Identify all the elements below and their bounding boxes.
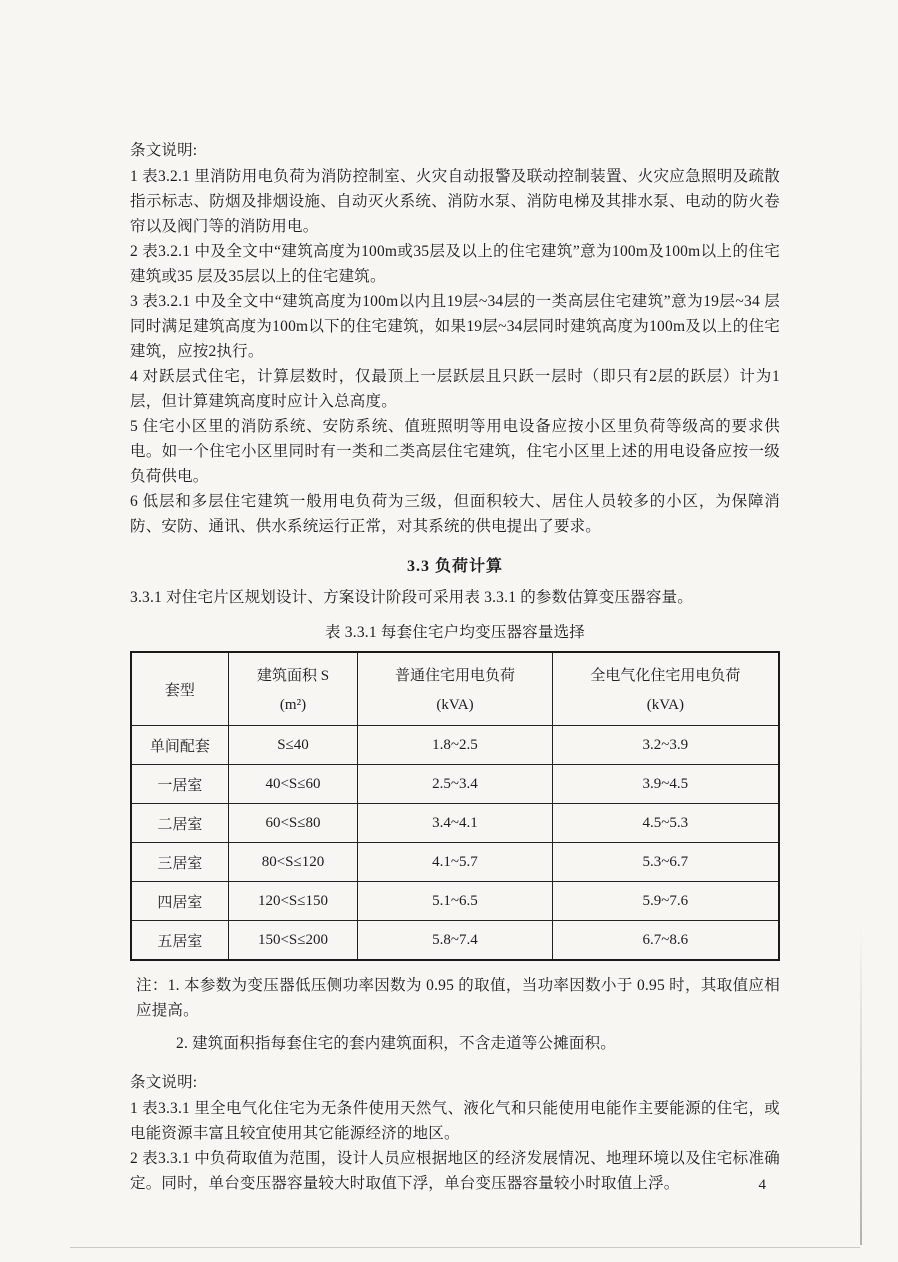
cell-normal-load: 2.5~3.4 — [358, 765, 552, 804]
header-normal-label: 普通住宅用电负荷 — [394, 668, 515, 684]
cell-normal-load: 5.1~6.5 — [358, 882, 552, 921]
cell-area: 60<S≤80 — [228, 804, 358, 843]
cell-area: 150<S≤200 — [228, 921, 358, 961]
notes-top-heading: 条文说明: — [130, 142, 198, 159]
table-head — [131, 652, 779, 726]
transformer-capacity-table — [130, 651, 780, 961]
table-row — [131, 882, 779, 921]
notes-bottom-item-2: 2 表3.3.1 中负荷取值为范围，设计人员应根据地区的经济发展情况、地理环境以及住宅标准确定。同时，单台变压器容量较大时取值下浮，单台变压器容量较小时取值上浮。 — [130, 1150, 780, 1192]
notes-top-item-2: 2 表3.2.1 中及全文中“建筑高度为100m或35层及以上的住宅建筑”意为100m及100m以上的住宅建筑或35 层及35层以上的住宅建筑。 — [130, 243, 780, 285]
table-header-all-electric-load — [552, 652, 779, 726]
header-type-label: 套型 — [164, 682, 195, 699]
table-row — [131, 765, 779, 804]
notes-top-item-5: 5 住宅小区里的消防系统、安防系统、值班照明等用电设备应按小区里负荷等级高的要求供电。如一个住宅小区里同时有一类和二类高层住宅建筑，住宅小区里上述的用电设备应按一级负荷供电。 — [130, 418, 780, 485]
cell-area: 120<S≤150 — [228, 882, 358, 921]
cell-normal-load: 4.1~5.7 — [358, 843, 552, 882]
table-row — [131, 804, 779, 843]
table-note-2: 2. 建筑面积指每套住宅的套内建筑面积，不含走道等公摊面积。 — [176, 1035, 617, 1052]
table-caption: 表 3.3.1 每套住宅户均变压器容量选择 — [325, 624, 585, 641]
table-row — [131, 921, 779, 961]
cell-type: 五居室 — [131, 921, 228, 961]
cell-type: 二居室 — [131, 804, 228, 843]
cell-all-electric-load: 3.2~3.9 — [552, 726, 779, 765]
table-row — [131, 843, 779, 882]
cell-all-electric-load: 4.5~5.3 — [552, 804, 779, 843]
header-electric-label: 全电气化住宅用电负荷 — [590, 668, 741, 684]
notes-top-item-6: 6 低层和多层住宅建筑一般用电负荷为三级，但面积较大、居住人员较多的小区，为保障消防、安防、通讯、供水系统运行正常，对其系统的供电提出了要求。 — [130, 493, 780, 535]
table-body — [131, 726, 779, 961]
notes-top-item-1: 1 表3.2.1 里消防用电负荷为消防控制室、火灾自动报警及联动控制装置、火灾应急照明及疏散指示标志、防烟及排烟设施、自动灭火系统、消防水泵、消防电梯及其排水泵、电动的防火卷帘以及阀门等的消防用电。 — [130, 168, 780, 235]
table-header-normal-load — [358, 652, 552, 726]
notes-top-item-3: 3 表3.2.1 中及全文中“建筑高度为100m以内且19层~34层的一类高层住宅建筑”意为19层~34 层同时满足建筑高度为100m以下的住宅建筑，如果19层~34层同时建筑高度为100m及以上的住宅建筑，应按2执行。 — [130, 293, 780, 360]
cell-area: 80<S≤120 — [228, 843, 358, 882]
page-number: 4 — [758, 1177, 766, 1193]
cell-type: 单间配套 — [131, 726, 228, 765]
header-area-label: 建筑面积 S — [256, 668, 330, 684]
cell-type: 一居室 — [131, 765, 228, 804]
notes-top-item-4: 4 对跃层式住宅，计算层数时，仅最顶上一层跃层且只跃一层时（即只有2层的跃层）计为1 层，但计算建筑高度时应计入总高度。 — [130, 368, 780, 410]
cell-all-electric-load: 5.9~7.6 — [552, 882, 779, 921]
cell-normal-load: 1.8~2.5 — [358, 726, 552, 765]
header-area-unit: (m²) — [279, 697, 307, 713]
cell-area: 40<S≤60 — [228, 765, 358, 804]
header-normal-unit: (kVA) — [436, 697, 474, 713]
scan-artifact-bottom-edge — [70, 1247, 860, 1248]
cell-all-electric-load: 6.7~8.6 — [552, 921, 779, 961]
cell-area: S≤40 — [228, 726, 358, 765]
cell-type: 四居室 — [131, 882, 228, 921]
cell-all-electric-load: 5.3~6.7 — [552, 843, 779, 882]
table-header-type — [131, 652, 228, 726]
cell-type: 三居室 — [131, 843, 228, 882]
header-electric-unit: (kVA) — [646, 697, 684, 713]
clause-3-3-1: 3.3.1 对住宅片区规划设计、方案设计阶段可采用表 3.3.1 的参数估算变压器容量。 — [130, 589, 693, 606]
table-header-area — [228, 652, 358, 726]
notes-bottom-item-1: 1 表3.3.1 里全电气化住宅为无条件使用天然气、液化气和只能使用电能作主要能源的住宅，或电能资源丰富且较宜使用其它能源经济的地区。 — [130, 1100, 780, 1142]
table-header-row — [131, 652, 779, 726]
section-title: 3.3 负荷计算 — [406, 558, 503, 575]
table-row — [131, 726, 779, 765]
scan-artifact-right-edge — [860, 925, 862, 1245]
notes-bottom-heading: 条文说明: — [130, 1074, 198, 1091]
cell-normal-load: 3.4~4.1 — [358, 804, 552, 843]
cell-all-electric-load: 3.9~4.5 — [552, 765, 779, 804]
document-content — [130, 138, 780, 1196]
table-note-1: 注：1. 本参数为变压器低压侧功率因数为 0.95 的取值，当功率因数小于 0.95 时，其取值应相应提高。 — [136, 977, 780, 1019]
cell-normal-load: 5.8~7.4 — [358, 921, 552, 961]
